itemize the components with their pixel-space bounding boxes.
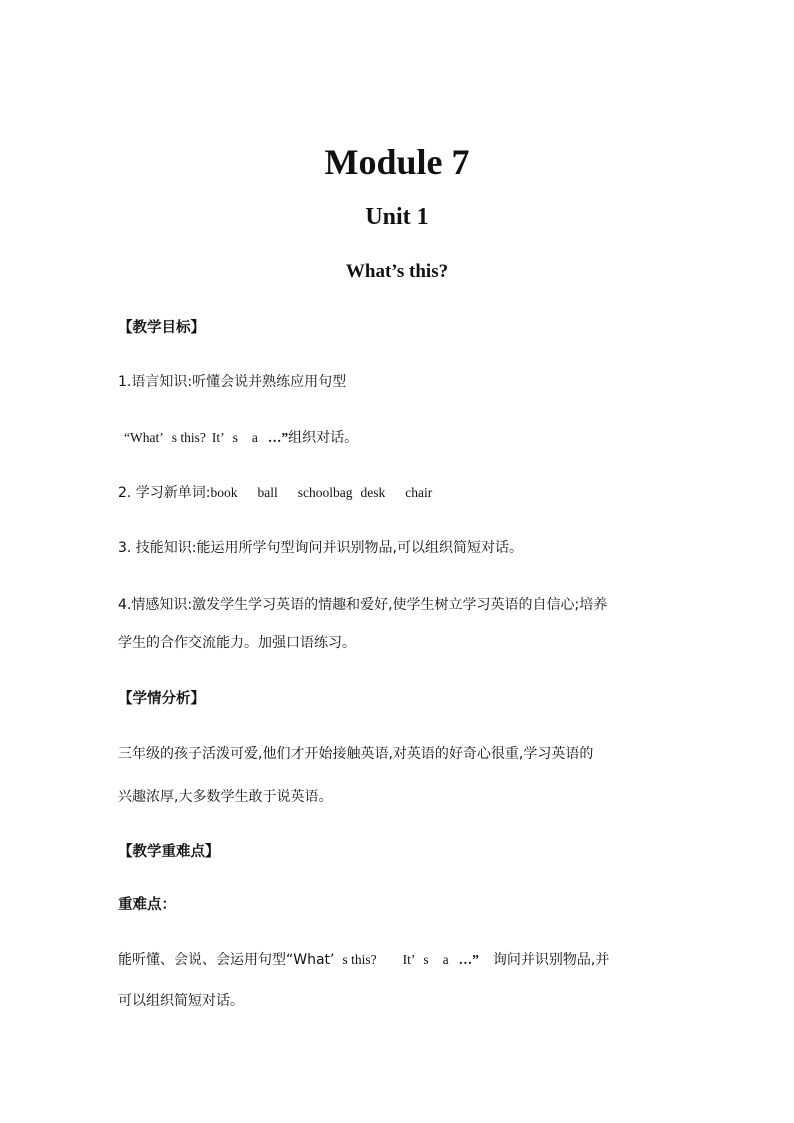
- word-chair: chair: [405, 485, 433, 500]
- unit-title: Unit 1: [365, 204, 429, 230]
- objective-2-prefix: 2. 学习新单词:: [118, 485, 211, 501]
- word-schoolbag: schoolbag: [297, 485, 353, 500]
- keypoints-line-2: 可以组织简短对话。: [118, 993, 244, 1009]
- module-title: Module 7: [324, 142, 470, 182]
- analysis-line-2: 兴趣浓厚,大多数学生敢于说英语。: [118, 789, 333, 805]
- keypoints-subheading: 重难点：: [118, 897, 176, 913]
- lesson-title: What’s this?: [345, 261, 449, 282]
- word-desk: desk: [360, 485, 386, 500]
- keypoints-line-1: [118, 950, 688, 970]
- objective-1-tail: 组织对话。: [288, 430, 359, 446]
- objective-1-line-a: 1.语言知识:听懂会说并熟练应用句型: [118, 374, 347, 390]
- word-book: book: [210, 485, 238, 500]
- objective-1-line-b: [124, 428, 694, 448]
- objectives-heading: 【教学目标】: [118, 320, 205, 336]
- objective-3: 3. 技能知识:能运用所学句型询问并识别物品,可以组织简短对话。: [118, 540, 523, 556]
- quote-it: It’: [211, 430, 225, 445]
- kp-quote-s: s: [423, 952, 429, 967]
- kp-quote-it: It’: [402, 952, 416, 967]
- kp-quote-ellipsis: …”: [458, 952, 479, 967]
- keypoints-heading: 【教学重难点】: [118, 844, 220, 860]
- kp-quote-this: s this?: [342, 952, 377, 967]
- quote-s: s: [232, 430, 238, 445]
- quote-a: a: [251, 430, 258, 445]
- analysis-heading: 【学情分析】: [118, 691, 205, 707]
- quote-what: “What’: [124, 430, 164, 445]
- quote-this: s this?: [171, 430, 206, 445]
- objective-4-line-a: 4.情感知识:激发学生学习英语的情趣和爱好,使学生树立学习英语的自信心;培养: [118, 597, 608, 613]
- word-ball: ball: [257, 485, 278, 500]
- quote-ellipsis: …”: [267, 430, 289, 445]
- objective-4-line-b: 学生的合作交流能力。加强口语练习。: [118, 635, 356, 651]
- objective-2: [118, 483, 688, 503]
- kp-quote-a: a: [442, 952, 449, 967]
- analysis-line-1: 三年级的孩子活泼可爱,他们才开始接触英语,对英语的好奇心很重,学习英语的: [118, 746, 594, 762]
- keypoints-pre: 能听懂、会说、会运用句型“What’: [118, 952, 335, 968]
- keypoints-post: 询问并识别物品,并: [492, 952, 610, 968]
